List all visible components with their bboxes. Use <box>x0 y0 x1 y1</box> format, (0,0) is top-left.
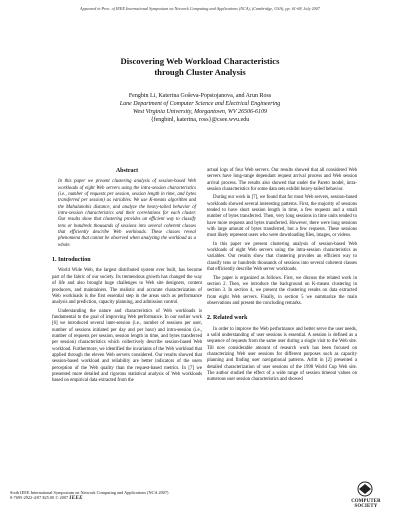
intro-paragraph-1: World Wide Web, the largest distributed system ever built, has become part of the fabric of our society. Its tremendous growth has changed the way of life and also brought huge challenges to Web site designers, content producers, and maintainers. The realistic and accurate characterization of Web workloads is the first essential step in the areas such as performance analysis and prediction, capacity planning, and admission control. <box>52 268 202 306</box>
footer-isbn <box>10 495 169 501</box>
author-block <box>0 92 400 124</box>
logo-line-2: SOCIETY <box>354 504 378 510</box>
right-paragraph-4: The paper is organized as follows. First, we discuss the related work in section 2. Then, we introduce the background on K-means clustering in section 3. In section 4, we present the clustering results on data extracted from eight Web servers. Finally, in section 5 we summarize the main observations and present the concluding remarks. <box>207 275 357 306</box>
section-heading-related-work: 2. Related work <box>207 315 248 322</box>
right-paragraph-1: actual logs of four Web servers. Our results showed that all considered Web servers have long-range dependant request arrival process and Web session arrival process. The results also showed that under the Pareto model, intra-session characteristics for some data sets exhibit heavy-tailed behavior. <box>207 168 357 193</box>
ieee-logo-text: IEEE <box>69 495 83 502</box>
footer-isbn-text: 0-7695-2922-4/07 $25.00 © 2007 <box>10 495 69 501</box>
logo-line-1: COMPUTER <box>351 499 381 504</box>
right-paragraph-3: In this paper we present clustering analysis of session-based Web workloads of eight Web servers using the intra-session characteristics as variables. Our results show that clustering provides an efficient way to classify tens or hundreds thousands of sessions into several coherent classes that efficiently describe Web server workloads. <box>207 241 357 273</box>
affiliation-department: Lane Department of Computer Science and Electrical Engineering <box>119 101 281 107</box>
affiliation-university: West Virginia University, Morgantown, WV 26506-6109 <box>133 109 267 115</box>
paper-title <box>0 56 400 78</box>
author-names: Fengbin Li, Katerina Goševa-Popstojanova, and Arun Ross <box>128 93 272 99</box>
title-line-1: Discovering Web Workload Characteristics <box>120 56 280 66</box>
related-work-paragraph-1: In order to improve the Web performance and better serve the user needs, a solid understanding of user sessions is essential. A session is defined as a sequence of requests from the same user during a single visit to the Web site. Till now considerable amount of research work has been focused on characterizing Web user sessions for different purposes such as capacity planning and finding user navigational patterns. Arlitt in [2] presented a detailed characterization of user sessions of the 1998 World Cup Web site. The author studied the effect of a wide range of session timeout values on numerous user session characteristics and showed <box>207 326 357 383</box>
title-line-2: through Cluster Analysis <box>154 67 246 77</box>
page-footer <box>10 490 169 501</box>
abstract-text: In this paper we present clustering analysis of session-based Web workloads of eight Web servers using the intra-session characteristics (i.e., number of requests per session, session length in time, and bytes transferred per session) as variables. We use K-means algorithm and the Mahalanobis distance, and analyze the heavy-tailed behavior of intra-session characteristics and their correlations for each cluster. Our results show that clustering provides an efficient way to classify tens or hundreds thousands of sessions into several coherent classes that efficiently describe Web workloads. These classes reveal phenomena that cannot be observed when analyzing the workload as a whole. <box>58 179 196 248</box>
right-paragraph-2: During our work in [7], we found that for most Web servers, session-based workloads showed several interesting patterns. First, the majority of sessions tended to have short session length in time, a few requests and a small number of bytes transferred. Then, very long sessions in time units tended to have more requests and bytes transferred. However, there were long sessions with large amount of bytes transferred, but a few requests. These sessions most likely represent users who were downloading files, images, or videos. <box>207 195 357 239</box>
right-column <box>207 168 357 386</box>
abstract-heading: Abstract <box>115 168 139 174</box>
section-heading-introduction: 1. Introduction <box>52 257 91 264</box>
publication-note: Appeared in Proc. of IEEE International Symposium on Network Computing and Applications (NCA), (Cambridge, USA), pp. 61-68, July 2007 <box>80 6 320 11</box>
computer-society-label <box>340 499 392 509</box>
footer-symposium: Sixth IEEE International Symposium on Network Computing and Applications (NCA 2007) <box>10 490 169 495</box>
intro-paragraph-2: Understanding the nature and characteristics of Web workloads is fundamental to the goal of improving Web performance. In our earlier work [6] we introduced several inter-session (i.e., number of sessions per user, number of sessions initiated per day and per hour) and intra-session (i.e., number of requests per session, session length in time, and bytes transferred per session) characteristics which collectively describe session-based Web workload. Furthermore, we identified the invariants of the Web workload that applied through the eleven Web servers considered. Our results showed that session-based workload and reliability are better indicators of the users perception of the Web quality than the request-based metrics. In [7] we presented more detailed and rigorous statistical analysis of Web workloads based on empirical data extracted from the <box>52 308 202 384</box>
left-column <box>52 168 202 387</box>
author-emails: {fengbinl, katerina, ross}@csee.wvu.edu <box>150 117 250 123</box>
